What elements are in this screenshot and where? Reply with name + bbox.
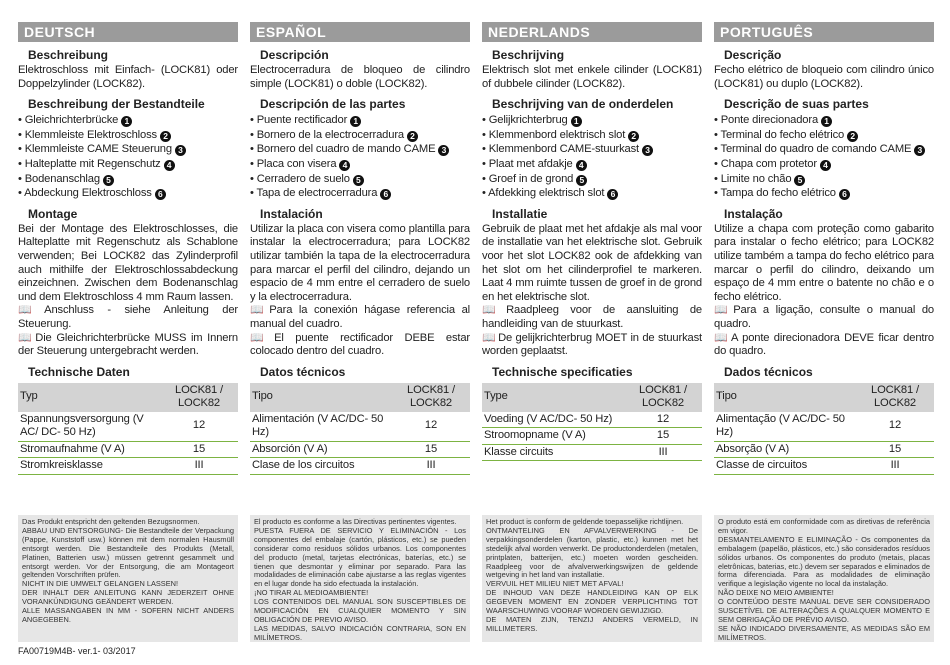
book-icon: 📖 [18, 331, 34, 344]
book-icon: 📖 [482, 304, 505, 317]
note: 📖 Para a ligação, consulte o manual do quadro. [714, 304, 934, 330]
footer-legal-de: Das Produkt entspricht den geltenden Bezugsnormen. ABBAU UND ENTSORGUNG- Die Bestandteile der Verpackung (Pappe, Kunststoff usw.) können mit dem normalen Hausmüll entsorgt werden. Die Bestandteile des Produkts (Metall, Platinen, Batterien usw.) müssen getrennt gesammelt und entsorgt werden. Vor der Entsorgung, die am Montageort geltenden Vorschriften prüfen. NICHT IN DIE UMWELT GELANGEN LASSEN! DER INHALT DER ANLEITUNG KANN JEDERZEIT OHNE VORANKÜNDIGUNG GEÄNDERT WERDEN. ALLE MASSANGABEN IN MM - SOFERN NICHT ANDERS ANGEGEBEN. [18, 515, 238, 642]
number-6-icon: 6 [839, 189, 850, 200]
table-row: Clase de los circuitos III [250, 458, 470, 475]
tech-heading: Dados técnicos [724, 364, 813, 379]
number-1-icon: 1 [821, 116, 832, 127]
table-row: Voeding (V AC/DC- 50 Hz) 12 [482, 412, 702, 428]
spec-table [714, 383, 934, 475]
list-item: • Bornero de la electrocerradura 2 [250, 128, 470, 143]
number-2-icon: 2 [847, 131, 858, 142]
install-text: Utilizar la placa con visera como plantilla para instalar la electrocerradura; para LOCK82 utilizar también la tapa de la electrocerradura para marcar el perfil del cilindro, dejando un espacio de 4 mm entre el cerradero de suelo y la electrocerradura. [250, 222, 470, 303]
list-item: • Klemmleiste CAME Steuerung 3 [18, 142, 238, 157]
list-item: • Gleichrichterbrücke 1 [18, 113, 238, 128]
number-3-icon: 3 [438, 145, 449, 156]
note: 📖 Die Gleichrichterbrücke MUSS im Innern der Steuerung untergebracht werden. [18, 331, 239, 358]
table-header-row: Tipo LOCK81 / LOCK82 [250, 383, 470, 412]
note: 📖 A ponte direcionadora DEVE ficar dentro do quadro. [714, 331, 934, 358]
footer-legal-nl: Het product is conform de geldende toepasselijke richtlijnen. ONTMANTELING EN AFVALVERWERKING - De verpakkingsonderdelen (karton, plastic, etc.) kunnen met het stedelijk afval worden verwerkt. De productonderdelen (metalen, printplaten, batterijen, etc.) moeten worden gescheiden. Raadpleeg voor de afvalverwerkingswijzen de geldende wetgeving in het land van installatie. VERVUIL HET MILIEU NIET MET AFVAL! DE INHOUD VAN DEZE HANDLEIDING KAN OP ELK GEGEVEN MOMENT EN ZONDER VERPLICHTING TOT WAARSCHUWING VOORAF WORDEN GEWIJZIGD. DE MATEN ZIJN, TENZIJ ANDERS VERMELD, IN MILLIMETERS. [482, 515, 702, 642]
document-code: FA00719M4B- ver.1- 03/2017 [18, 646, 136, 656]
description-text: Fecho elétrico de bloqueio com cilindro único (LOCK81) ou duplo (LOCK82). [714, 64, 934, 90]
list-item: • Puente rectificador 1 [250, 113, 470, 128]
description-text: Electrocerradura de bloqueo de cilindro simple (LOCK81) o doble (LOCK82). [250, 64, 470, 90]
list-item: • Chapa com protetor 4 [714, 157, 934, 172]
install-heading: Installatie [492, 206, 548, 221]
number-5-icon: 5 [353, 175, 364, 186]
parts-list [250, 113, 470, 201]
number-5-icon: 5 [794, 175, 805, 186]
parts-list [482, 113, 702, 201]
parts-list [714, 113, 934, 201]
install-text: Bei der Montage des Elektroschlosses, die Halteplatte mit Regenschutz als Schablone verwenden; Bei LOCK82 das Zylinderprofil auch mithilfe der Elektroschlossabdeckung einzeichnen. Zwischen dem Bodenanschlag und dem Elektroschloss 4 mm Raum lassen. [18, 222, 238, 303]
list-item: • Limite no chão 5 [714, 172, 934, 187]
number-6-icon: 6 [380, 189, 391, 200]
number-3-icon: 3 [175, 145, 186, 156]
note: 📖 Anschluss - siehe Anleitung der Steuerung. [18, 304, 239, 330]
table-header-row: Typ LOCK81 / LOCK82 [18, 383, 238, 412]
number-2-icon: 2 [407, 131, 418, 142]
parts-list [18, 113, 238, 201]
tech-heading: Technische specificaties [492, 364, 633, 379]
note: 📖 Para la conexión hágase referencia al manual del cuadro. [250, 304, 470, 330]
parts-heading: Beschrijving van de onderdelen [492, 97, 674, 112]
list-item: • Bornero del cuadro de mando CAME 3 [250, 142, 470, 157]
note: 📖 Raadpleeg voor de aansluiting de handleiding van de stuurkast. [482, 304, 702, 330]
install-heading: Instalación [260, 206, 323, 221]
list-item: • Cerradero de suelo 5 [250, 172, 470, 187]
install-text: Gebruik de plaat met het afdakje als mal voor de installatie van het elektrische slot. Gebruik voor het slot LOCK82 ook de afdekking van het slot om het cilinderprofiel te markeren. Laat 4 mm ruimte tussen de groef in de grond en het elektrische slot. [482, 222, 702, 303]
number-3-icon: 3 [914, 145, 925, 156]
number-6-icon: 6 [607, 189, 618, 200]
footer-legal-pt: O produto está em conformidade com as diretivas de referência em vigor. DESMANTELAMENTO E ELIMINAÇÃO - Os componentes da embalagem (papelão, plásticos, etc.) são considerados resíduos sólidos urbanos. Os componentes do produto (metais, placas eletrônicas, baterias, etc.) devem ser separados e eliminados de forma diferenciada. Para as modalidades de eliminação verifique a legislação vigente no local da instalação. NÃO DEIXE NO MEIO AMBIENTE! O CONTEÚDO DESTE MANUAL DEVE SER CONSIDERADO SUSCETÍVEL DE ALTERAÇÕES A QUALQUER MOMENTO E SEM OBRIGAÇÃO DE PRÉVIO AVISO. SE NÃO INDICADO DIVERSAMENTE, AS MEDIDAS SÃO EM MILÍMETROS. [714, 515, 934, 642]
book-icon: 📖 [18, 304, 43, 317]
book-icon: 📖 [482, 331, 497, 344]
table-row: Alimentação (V AC/DC- 50 Hz) 12 [714, 412, 934, 442]
language-header: ESPAÑOL [250, 22, 470, 42]
spec-table [482, 383, 702, 462]
description-text: Elektroschloss mit Einfach- (LOCK81) oder Doppelzylinder (LOCK82). [18, 64, 238, 90]
language-header: PORTUGUÊS [714, 22, 934, 42]
book-icon: 📖 [250, 331, 273, 344]
spec-table [18, 383, 238, 475]
column-nl [482, 22, 702, 461]
list-item: • Groef in de grond 5 [482, 172, 702, 187]
column-de [18, 22, 238, 475]
description-heading: Beschrijving [492, 48, 565, 62]
number-5-icon: 5 [103, 175, 114, 186]
table-row: Absorção (V A) 15 [714, 441, 934, 458]
column-pt [714, 22, 934, 475]
table-header-row: Tipo LOCK81 / LOCK82 [714, 383, 934, 412]
install-heading: Instalação [724, 206, 783, 221]
number-1-icon: 1 [571, 116, 582, 127]
language-header: DEUTSCH [18, 22, 238, 42]
description-heading: Descrição [724, 48, 782, 62]
table-row: Stroomopname (V A) 15 [482, 428, 702, 445]
number-4-icon: 4 [339, 160, 350, 171]
parts-heading: Descrição de suas partes [724, 97, 869, 112]
language-header: NEDERLANDS [482, 22, 702, 42]
list-item: • Gelijkrichterbrug 1 [482, 113, 702, 128]
list-item: • Tapa de electrocerradura 6 [250, 186, 470, 201]
table-row: Absorción (V A) 15 [250, 441, 470, 458]
note: 📖 El puente rectificador DEBE estar colocado dentro del cuadro. [250, 331, 471, 358]
number-2-icon: 2 [628, 131, 639, 142]
tech-heading: Technische Daten [28, 364, 130, 379]
book-icon: 📖 [250, 304, 268, 317]
number-1-icon: 1 [350, 116, 361, 127]
table-row: Alimentación (V AC/DC- 50 Hz) 12 [250, 412, 470, 442]
column-es [250, 22, 470, 475]
number-4-icon: 4 [164, 160, 175, 171]
description-text: Elektrisch slot met enkele cilinder (LOCK81) of dubbele cilinder (LOCK82). [482, 64, 702, 90]
table-row: Spannungsversorgung (V AC/ DC- 50 Hz) 12 [18, 412, 238, 442]
number-1-icon: 1 [121, 116, 132, 127]
footer-legal-es: El producto es conforme a las Directivas pertinentes vigentes. PUESTA FUERA DE SERVICIO Y ELIMINACIÓN - Los componentes del embalaje (cartón, plásticos, etc.) se pueden considerar como residuos sólidos urbanos. Los componentes del producto (metal, tarjetas electrónicas, baterías, etc.) se tienen que desmontar y eliminar por separado. Para las modalidades de eliminación cabe ajustarse a las reglas vigentes en el lugar donde ha sido efectuada la instalación. ¡NO TIRAR AL MEDIOAMBIENTE! LOS CONTENIDOS DEL MANUAL SON SUSCEPTIBLES DE MODIFICACIÓN EN CUALQUIER MOMENTO Y SIN OBLIGACIÓN DE PREVIO AVISO. LAS MEDIDAS, SALVO INDICACIÓN CONTRARIA, SON EN MILÍMETROS. [250, 515, 470, 642]
spec-table [250, 383, 470, 475]
list-item: • Terminal do quadro de comando CAME 3 [714, 142, 934, 157]
book-icon: 📖 [714, 304, 732, 317]
list-item: • Halteplatte mit Regenschutz 4 [18, 157, 238, 172]
number-4-icon: 4 [576, 160, 587, 171]
number-5-icon: 5 [576, 175, 587, 186]
list-item: • Ponte direcionadora 1 [714, 113, 934, 128]
list-item: • Klemmenbord CAME-stuurkast 3 [482, 142, 702, 157]
book-icon: 📖 [714, 331, 730, 344]
list-item: • Tampa do fecho elétrico 6 [714, 186, 934, 201]
install-text: Utilize a chapa com proteção como gabarito para instalar o fecho elétrico; para LOCK82 utilize também a tampa do fecho elétrico para marcar o perfil do cilindro, deixando um espaço de 4 mm entre o batente no chão e o fecho elétrico. [714, 222, 934, 303]
list-item: • Bodenanschlag 5 [18, 172, 238, 187]
description-heading: Beschreibung [28, 48, 109, 62]
list-item: • Placa con visera 4 [250, 157, 470, 172]
note: 📖 De gelijkrichterbrug MOET in de stuurkast worden geplaatst. [482, 331, 702, 358]
table-row: Stromaufnahme (V A) 15 [18, 441, 238, 458]
parts-heading: Beschreibung der Bestandteile [28, 97, 205, 112]
number-2-icon: 2 [160, 131, 171, 142]
list-item: • Klemmleiste Elektroschloss 2 [18, 128, 238, 143]
table-row: Classe de circuitos III [714, 458, 934, 475]
table-header-row: Type LOCK81 / LOCK82 [482, 383, 702, 412]
tech-heading: Datos técnicos [260, 364, 346, 379]
list-item: • Afdekking elektrisch slot 6 [482, 186, 702, 201]
install-heading: Montage [28, 206, 78, 221]
list-item: • Plaat met afdakje 4 [482, 157, 702, 172]
table-row: Klasse circuits III [482, 444, 702, 461]
description-heading: Descripción [260, 48, 329, 62]
list-item: • Klemmenbord elektrisch slot 2 [482, 128, 702, 143]
list-item: • Terminal do fecho elétrico 2 [714, 128, 934, 143]
table-row: Stromkreisklasse III [18, 458, 238, 475]
number-4-icon: 4 [820, 160, 831, 171]
parts-heading: Descripción de las partes [260, 97, 406, 112]
number-3-icon: 3 [642, 145, 653, 156]
list-item: • Abdeckung Elektroschloss 6 [18, 186, 238, 201]
number-6-icon: 6 [155, 189, 166, 200]
